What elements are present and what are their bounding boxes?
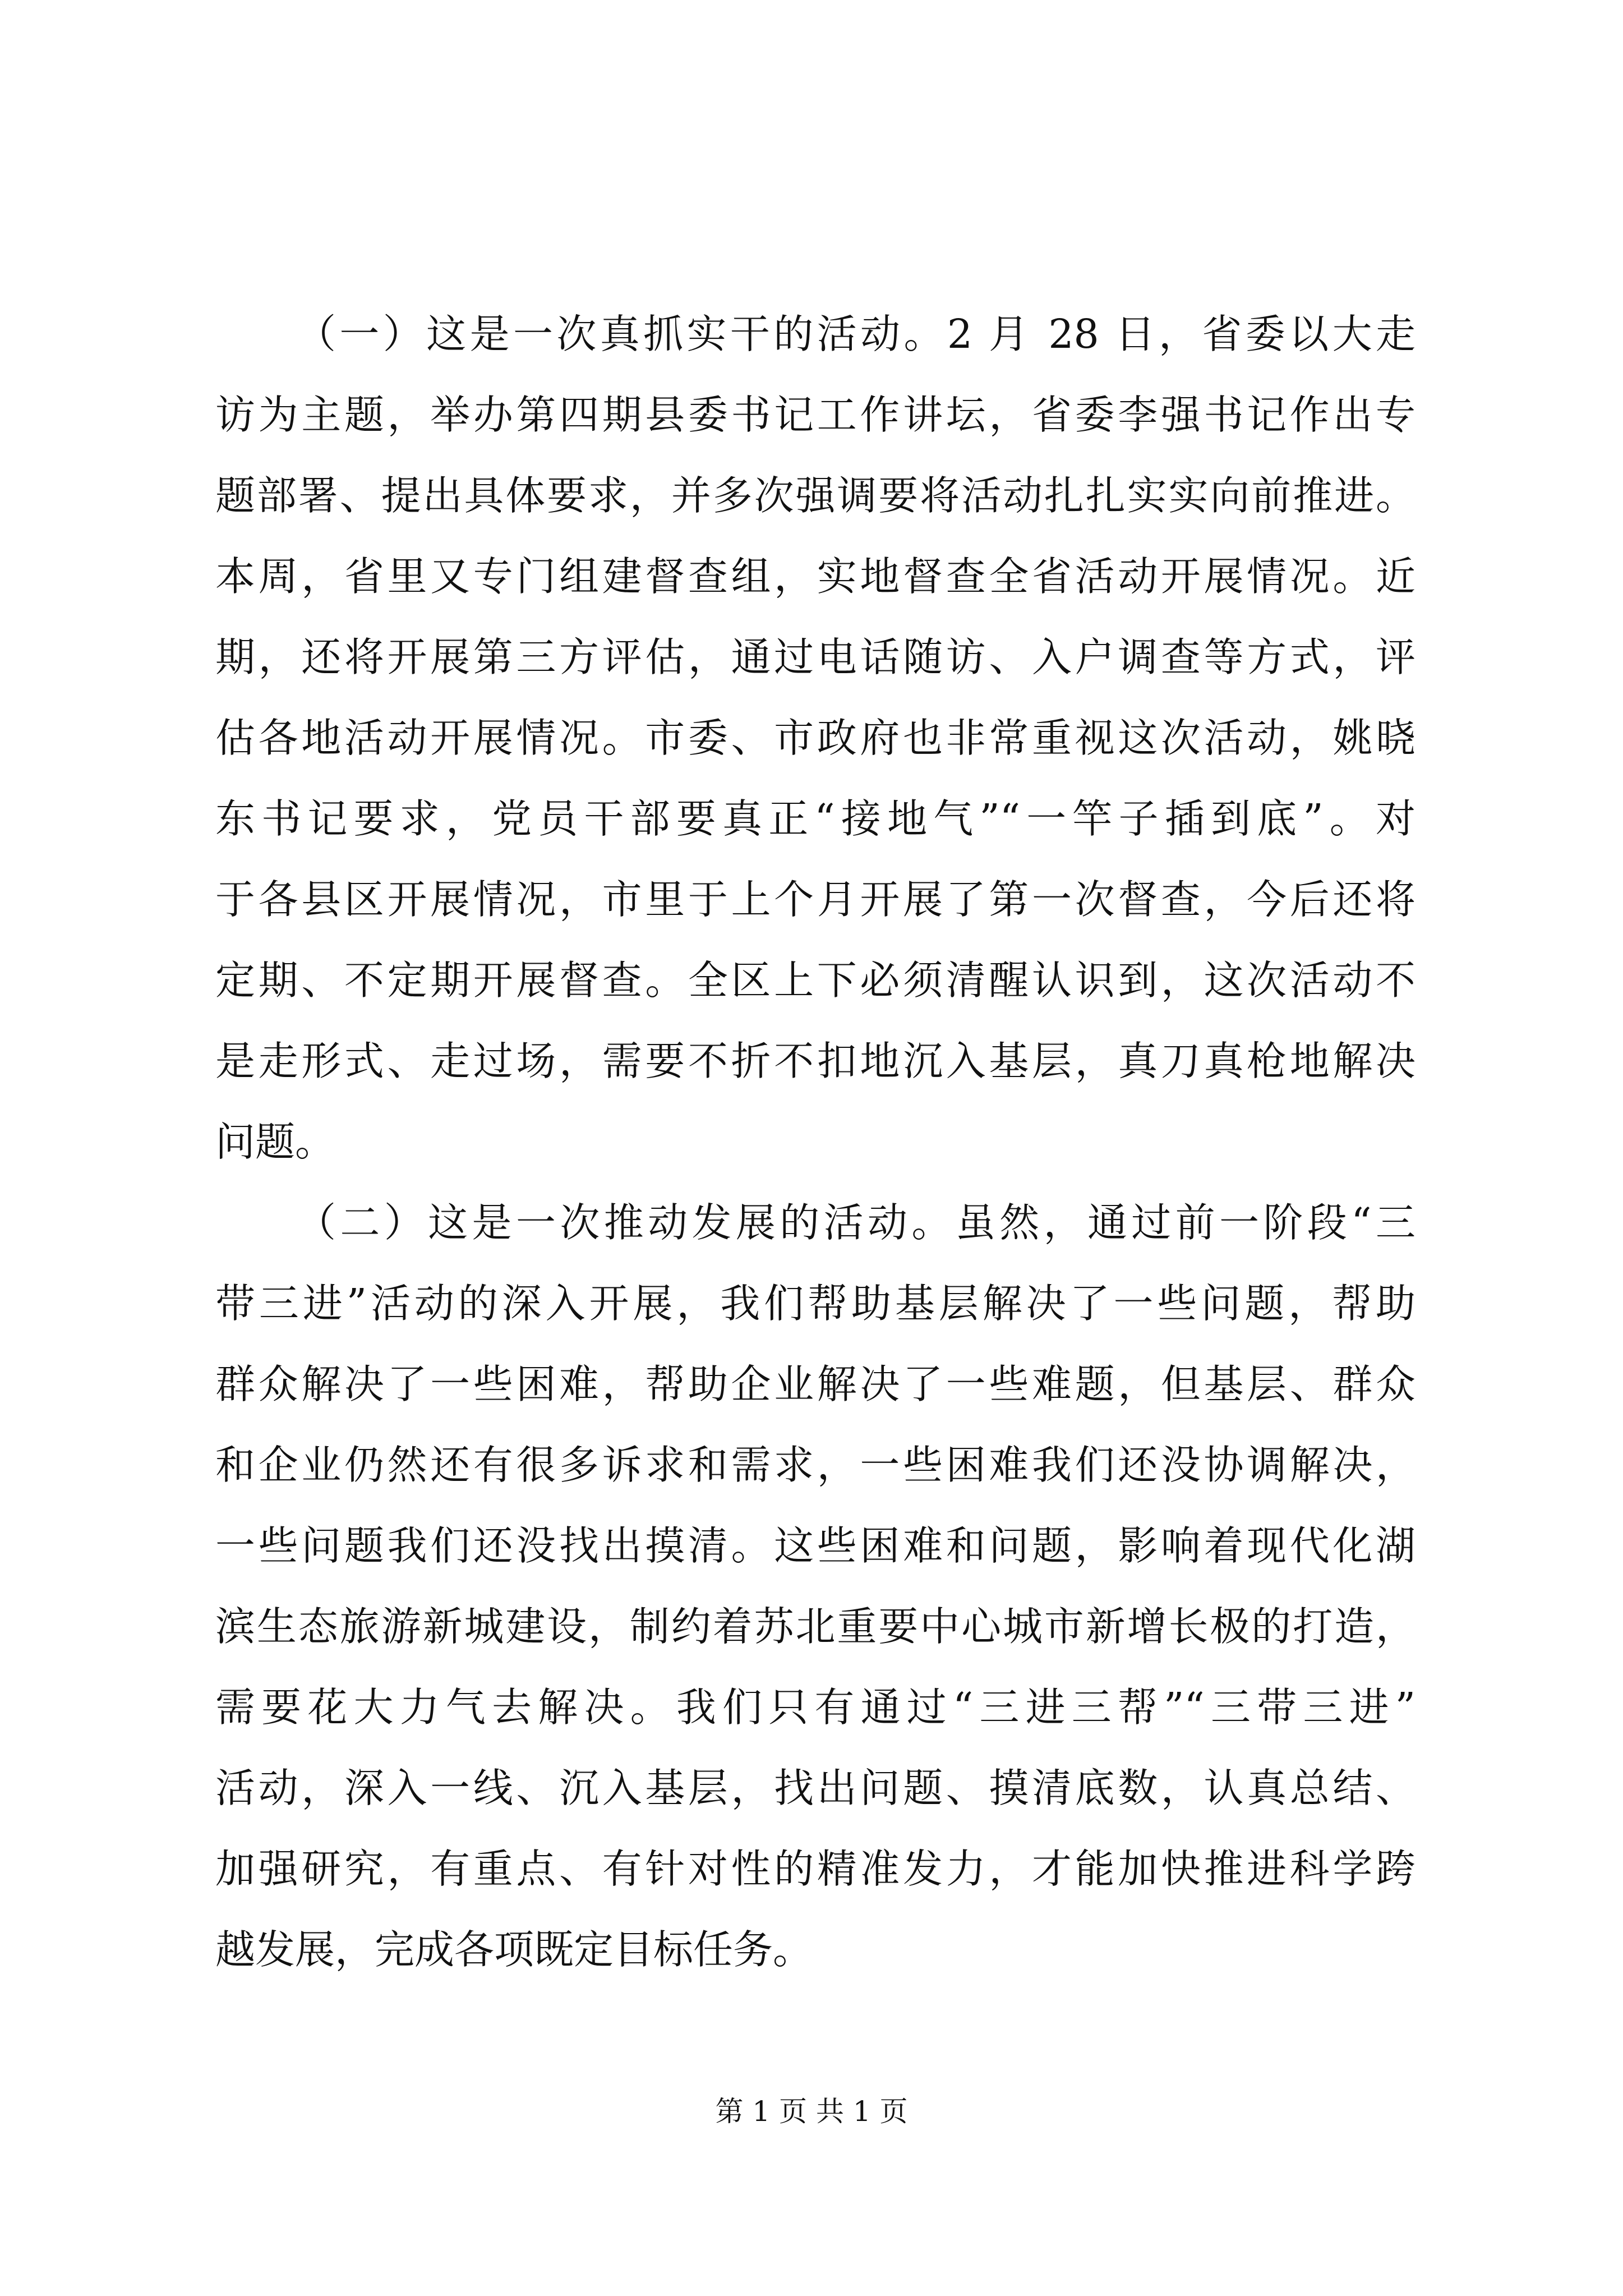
paragraph-1-line-10: 是走形式、走过场，需要不折不扣地沉入基层，真刀真枪地解决 (215, 1038, 1415, 1084)
paragraph-2-line-7: 需要花大力气去解决。我们只有通过“三进三帮”“三带三进” (215, 1684, 1415, 1731)
paragraph-1-line-1: （一）这是一次真抓实干的活动。2 月 28 日，省委以大走 (296, 311, 1415, 357)
paragraph-1-line-4: 本周，省里又专门组建督查组，实地督查全省活动开展情况。近 (215, 553, 1415, 600)
paragraph-2-line-2: 带三进”活动的深入开展，我们帮助基层解决了一些问题，帮助 (215, 1280, 1415, 1327)
paragraph-1-line-11: 问题。 (215, 1119, 335, 1165)
paragraph-1-line-6: 估各地活动开展情况。市委、市政府也非常重视这次活动，姚晓 (215, 715, 1415, 761)
paragraph-1-line-7: 东书记要求，党员干部要真正“接地气”“一竿子插到底”。对 (215, 795, 1415, 842)
paragraph-2-line-3: 群众解决了一些困难，帮助企业解决了一些难题，但基层、群众 (215, 1361, 1415, 1407)
paragraph-2-line-10: 越发展，完成各项既定目标任务。 (215, 1926, 813, 1973)
paragraph-2-line-9: 加强研究，有重点、有针对性的精准发力，才能加快推进科学跨 (215, 1846, 1415, 1892)
page-number-label: 第 1 页 共 1 页 (715, 2095, 908, 2128)
paragraph-1-line-5: 期，还将开展第三方评估，通过电话随访、入户调查等方式，评 (215, 634, 1415, 680)
paragraph-1-line-8: 于各县区开展情况，市里于上个月开展了第一次督查，今后还将 (215, 876, 1415, 923)
paragraph-1-line-2: 访为主题，举办第四期县委书记工作讲坛，省委李强书记作出专 (215, 392, 1415, 438)
page-footer (0, 2095, 1623, 2128)
paragraph-2-line-1: （二）这是一次推动发展的活动。虽然，通过前一阶段“三 (296, 1199, 1415, 1246)
paragraph-2-line-8: 活动，深入一线、沉入基层，找出问题、摸清底数，认真总结、 (215, 1765, 1415, 1811)
paragraph-2-line-5: 一些问题我们还没找出摸清。这些困难和问题，影响着现代化湖 (215, 1522, 1415, 1569)
paragraph-1-line-3: 题部署、提出具体要求，并多次强调要将活动扎扎实实向前推进。 (215, 472, 1415, 519)
paragraph-2-line-4: 和企业仍然还有很多诉求和需求，一些困难我们还没协调解决， (215, 1442, 1415, 1488)
paragraph-2-line-6: 滨生态旅游新城建设，制约着苏北重要中心城市新增长极的打造， (215, 1603, 1415, 1650)
document-body (215, 294, 1415, 1990)
paragraph-1-line-9: 定期、不定期开展督查。全区上下必须清醒认识到，这次活动不 (215, 957, 1415, 1004)
